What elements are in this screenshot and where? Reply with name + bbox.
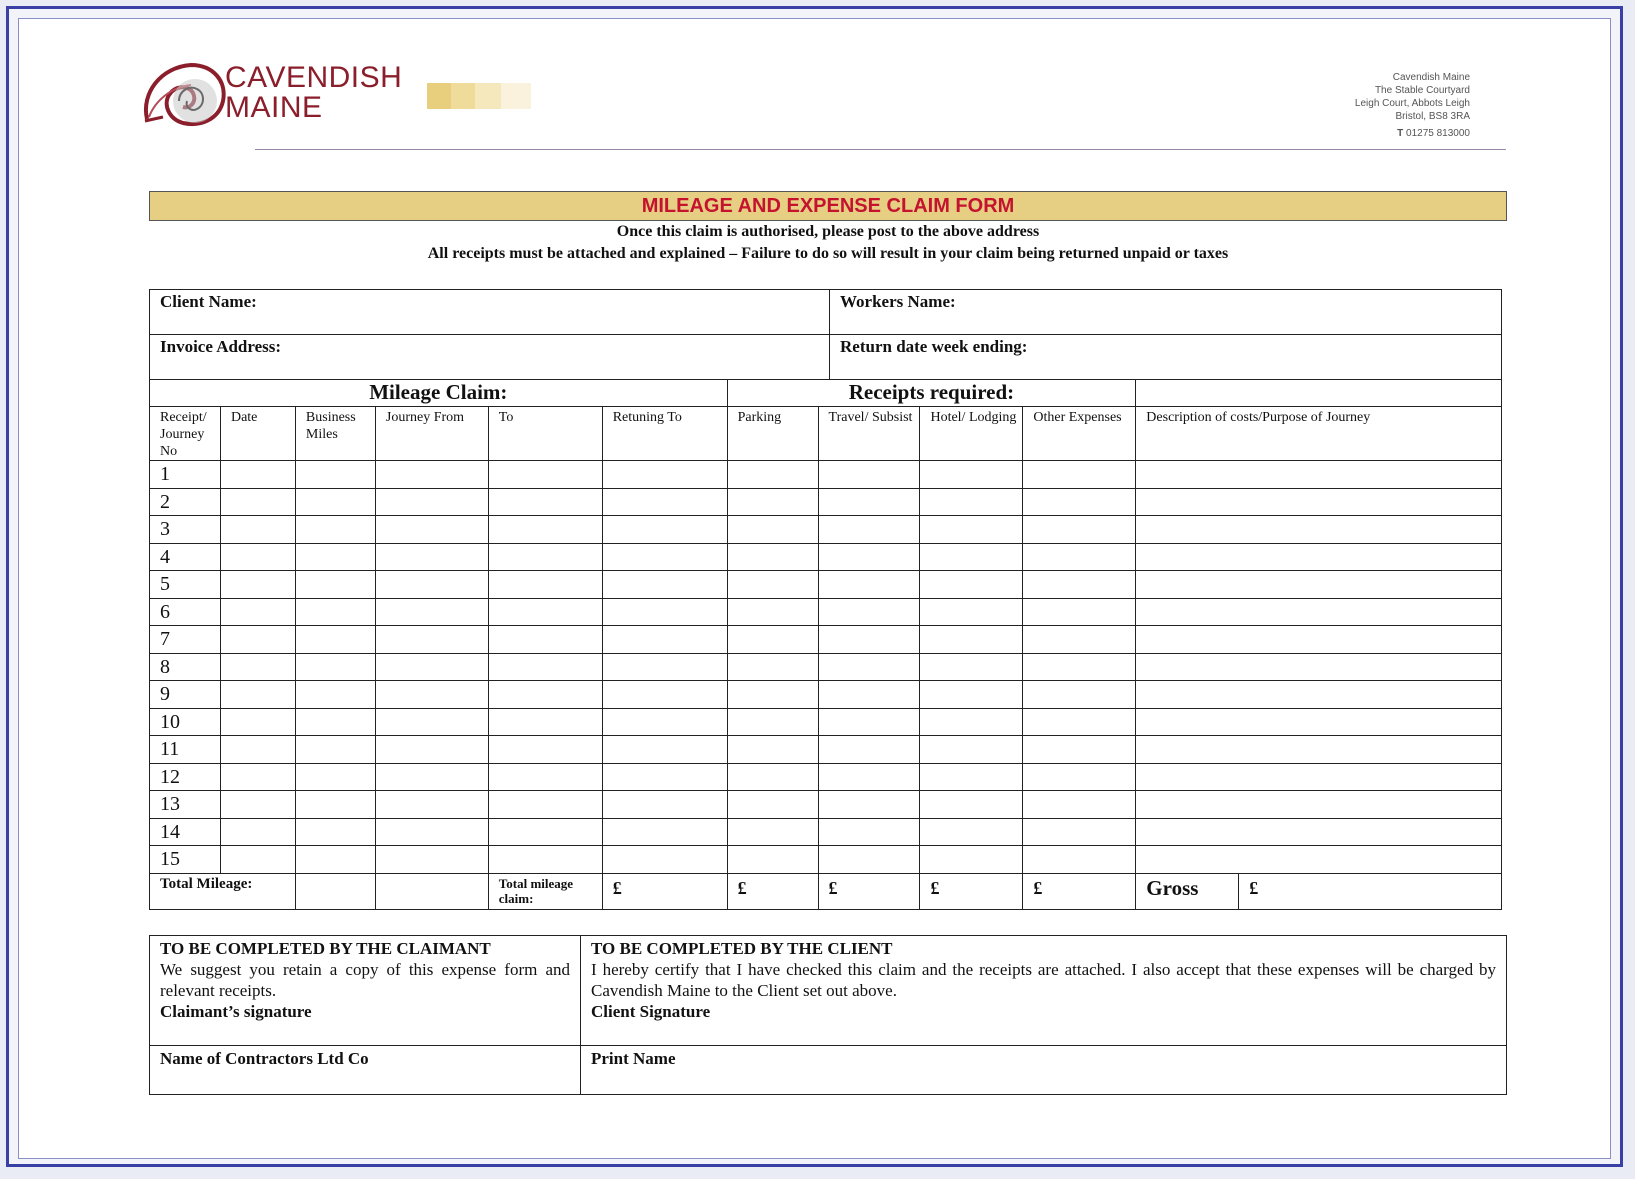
- table-row: [150, 543, 1502, 571]
- cell-business-miles[interactable]: [295, 791, 375, 819]
- col-journey-from: Journey From: [375, 407, 488, 461]
- cell-journey-from[interactable]: [375, 571, 488, 599]
- cell-description[interactable]: [1136, 763, 1502, 791]
- cell-journey-from[interactable]: [375, 763, 488, 791]
- cell-other[interactable]: [1023, 516, 1136, 544]
- row-number: 6: [150, 598, 221, 626]
- cell-business-miles[interactable]: [295, 763, 375, 791]
- cell-journey-from[interactable]: [375, 791, 488, 819]
- cell-returning-to[interactable]: [602, 626, 727, 654]
- cell-description[interactable]: [1136, 543, 1502, 571]
- company-name-line2: MAINE: [225, 91, 323, 124]
- cell-date[interactable]: [220, 461, 295, 489]
- cell-parking[interactable]: [727, 516, 818, 544]
- cell-journey-from[interactable]: [375, 543, 488, 571]
- cell-description[interactable]: [1136, 681, 1502, 709]
- cell-journey-from[interactable]: [375, 461, 488, 489]
- cell-parking[interactable]: [727, 653, 818, 681]
- cell-returning-to[interactable]: [602, 708, 727, 736]
- cell-travel[interactable]: [818, 681, 920, 709]
- cell-returning-to[interactable]: [602, 461, 727, 489]
- form-page: [18, 18, 1611, 1159]
- cell-to[interactable]: [488, 626, 602, 654]
- row-number: 13: [150, 791, 221, 819]
- claimant-signature-label[interactable]: Claimant’s signature: [160, 1002, 312, 1021]
- cell-to[interactable]: [488, 818, 602, 846]
- row-number: 2: [150, 488, 221, 516]
- cell-hotel[interactable]: [920, 736, 1023, 764]
- row-number: 14: [150, 818, 221, 846]
- cell-travel[interactable]: [818, 708, 920, 736]
- cell-travel[interactable]: [818, 791, 920, 819]
- cell-journey-from[interactable]: [375, 653, 488, 681]
- cell-parking[interactable]: [727, 736, 818, 764]
- cell-parking[interactable]: [727, 626, 818, 654]
- cell-other[interactable]: [1023, 791, 1136, 819]
- row-number: 10: [150, 708, 221, 736]
- table-row: [150, 736, 1502, 764]
- cell-date[interactable]: [220, 543, 295, 571]
- table-row: [150, 846, 1502, 874]
- cell-returning-to[interactable]: [602, 681, 727, 709]
- header-rule: [255, 149, 1506, 150]
- cell-journey-from[interactable]: [375, 818, 488, 846]
- cell-hotel[interactable]: [920, 571, 1023, 599]
- address-line: Leigh Court, Abbots Leigh: [1354, 98, 1470, 109]
- address-line: Bristol, BS8 3RA: [1395, 111, 1470, 122]
- cell-hotel[interactable]: [920, 598, 1023, 626]
- cell-parking[interactable]: [727, 763, 818, 791]
- phone-number: 01275 813000: [1406, 128, 1470, 139]
- cell-hotel[interactable]: [920, 488, 1023, 516]
- cell-date[interactable]: [220, 488, 295, 516]
- cell-returning-to[interactable]: [602, 818, 727, 846]
- table-row: [150, 791, 1502, 819]
- row-number: 9: [150, 681, 221, 709]
- company-phone: [1355, 127, 1470, 140]
- cell-other[interactable]: [1023, 626, 1136, 654]
- nautilus-shell-logo-icon: [139, 57, 229, 129]
- cell-business-miles[interactable]: [295, 681, 375, 709]
- company-address: [1355, 71, 1470, 140]
- cell-travel[interactable]: [818, 543, 920, 571]
- col-receipt-no: Receipt/ Journey No: [150, 407, 221, 461]
- table-row: [150, 461, 1502, 489]
- cell-description[interactable]: [1136, 708, 1502, 736]
- cell-other[interactable]: [1023, 598, 1136, 626]
- cell-journey-from[interactable]: [375, 626, 488, 654]
- col-hotel: Hotel/ Lodging: [920, 407, 1023, 461]
- table-row: [150, 763, 1502, 791]
- cell-parking[interactable]: [727, 818, 818, 846]
- total-mileage-claim-label: Total mileage claim:: [488, 873, 602, 909]
- cell-parking[interactable]: [727, 846, 818, 874]
- workers-name-label: Workers Name:: [840, 292, 956, 311]
- cell-other[interactable]: [1023, 571, 1136, 599]
- client-signature-label[interactable]: Client Signature: [591, 1002, 711, 1021]
- client-text: I hereby certify that I have checked this claim and the receipts are attached. I also accept that these expenses will be charged by Cavendish Maine to the Client set out above.: [591, 960, 1496, 1000]
- cell-hotel[interactable]: [920, 461, 1023, 489]
- col-other: Other Expenses: [1023, 407, 1136, 461]
- col-travel: Travel/ Subsist: [818, 407, 920, 461]
- cell-returning-to[interactable]: [602, 543, 727, 571]
- table-row: [150, 516, 1502, 544]
- row-number: 5: [150, 571, 221, 599]
- logo-color-band: [475, 83, 501, 109]
- col-description: Description of costs/Purpose of Journey: [1136, 407, 1502, 461]
- cell-journey-from[interactable]: [375, 846, 488, 874]
- client-name-label: Client Name:: [160, 292, 257, 311]
- logo-color-band: [501, 83, 531, 109]
- cell-date[interactable]: [220, 653, 295, 681]
- form-subtitle-2: All receipts must be attached and explained – Failure to do so will result in your claim being returned unpaid or taxes: [427, 245, 1229, 262]
- cell-other[interactable]: [1023, 708, 1136, 736]
- table-row: [150, 571, 1502, 599]
- cell-business-miles[interactable]: [295, 571, 375, 599]
- cell-business-miles[interactable]: [295, 543, 375, 571]
- cell-journey-from[interactable]: [375, 736, 488, 764]
- cell-returning-to[interactable]: [602, 571, 727, 599]
- cell-to[interactable]: [488, 461, 602, 489]
- cell-date[interactable]: [220, 598, 295, 626]
- cell-parking[interactable]: [727, 488, 818, 516]
- cell-date[interactable]: [220, 736, 295, 764]
- invoice-address-label: Invoice Address:: [160, 337, 282, 356]
- cell-travel[interactable]: [818, 763, 920, 791]
- total-mileage-cell[interactable]: [295, 873, 375, 909]
- cell-parking[interactable]: [727, 571, 818, 599]
- cell-other[interactable]: [1023, 736, 1136, 764]
- cell-journey-from[interactable]: [375, 516, 488, 544]
- cell-journey-from[interactable]: [375, 708, 488, 736]
- cell-other[interactable]: [1023, 846, 1136, 874]
- cell-to[interactable]: [488, 846, 602, 874]
- form-title: MILEAGE AND EXPENSE CLAIM FORM: [149, 191, 1507, 221]
- company-name-line1: CAVENDISH: [225, 61, 403, 94]
- cell-travel[interactable]: [818, 846, 920, 874]
- row-number: 7: [150, 626, 221, 654]
- cell-to[interactable]: [488, 708, 602, 736]
- cell-date[interactable]: [220, 791, 295, 819]
- cell-returning-to[interactable]: [602, 653, 727, 681]
- total-mileage-label: Total Mileage:: [150, 873, 296, 909]
- cell-other[interactable]: [1023, 653, 1136, 681]
- table-row: [150, 626, 1502, 654]
- logo-color-band: [451, 83, 475, 109]
- cell-date[interactable]: [220, 681, 295, 709]
- cell-description[interactable]: [1136, 488, 1502, 516]
- cell-description[interactable]: [1136, 653, 1502, 681]
- cell-to[interactable]: [488, 736, 602, 764]
- cell-travel[interactable]: [818, 461, 920, 489]
- invoice-address-field[interactable]: [150, 335, 830, 380]
- signature-table: [149, 935, 1507, 1095]
- cell-hotel[interactable]: [920, 818, 1023, 846]
- cell-other[interactable]: [1023, 681, 1136, 709]
- workers-name-field[interactable]: [830, 290, 1502, 335]
- total-hotel-amount[interactable]: £: [920, 873, 1023, 909]
- cell-travel[interactable]: [818, 818, 920, 846]
- row-number: 15: [150, 846, 221, 874]
- cell-description[interactable]: [1136, 791, 1502, 819]
- cell-other[interactable]: [1023, 818, 1136, 846]
- cell-returning-to[interactable]: [602, 736, 727, 764]
- contractors-label: Name of Contractors Ltd Co: [160, 1049, 369, 1068]
- gross-label: Gross: [1136, 873, 1239, 909]
- table-row: [150, 818, 1502, 846]
- cell-date[interactable]: [220, 763, 295, 791]
- cell-parking[interactable]: [727, 598, 818, 626]
- mileage-claim-heading: Mileage Claim:: [150, 380, 728, 407]
- cell-parking[interactable]: [727, 543, 818, 571]
- cell-business-miles[interactable]: [295, 818, 375, 846]
- cell-other[interactable]: [1023, 488, 1136, 516]
- cell-description[interactable]: [1136, 846, 1502, 874]
- cell-business-miles[interactable]: [295, 846, 375, 874]
- claimant-text: We suggest you retain a copy of this expense form and relevant receipts.: [160, 960, 570, 1000]
- cell-parking[interactable]: [727, 681, 818, 709]
- cell-to[interactable]: [488, 543, 602, 571]
- logo-color-band: [427, 83, 451, 109]
- table-row: [150, 708, 1502, 736]
- cell-returning-to[interactable]: [602, 846, 727, 874]
- total-parking-amount[interactable]: £: [727, 873, 818, 909]
- client-info-table: [149, 289, 1502, 380]
- cell-business-miles[interactable]: [295, 598, 375, 626]
- cell-other[interactable]: [1023, 763, 1136, 791]
- row-number: 1: [150, 461, 221, 489]
- form-subtitle-1: Once this claim is authorised, please post to the above address: [616, 223, 1040, 240]
- return-date-label: Return date week ending:: [840, 337, 1028, 356]
- cell-parking[interactable]: [727, 791, 818, 819]
- cell-hotel[interactable]: [920, 653, 1023, 681]
- cell-date[interactable]: [220, 708, 295, 736]
- cell-hotel[interactable]: [920, 543, 1023, 571]
- table-row: [150, 488, 1502, 516]
- cell-description[interactable]: [1136, 571, 1502, 599]
- cell-other[interactable]: [1023, 543, 1136, 571]
- cell-business-miles[interactable]: [295, 488, 375, 516]
- cell-journey-from[interactable]: [375, 598, 488, 626]
- cell-date[interactable]: [220, 516, 295, 544]
- cell-hotel[interactable]: [920, 763, 1023, 791]
- phone-prefix: T: [1397, 128, 1404, 139]
- cell-returning-to[interactable]: [602, 598, 727, 626]
- cell-date[interactable]: [220, 846, 295, 874]
- cell-hotel[interactable]: [920, 516, 1023, 544]
- cell-date[interactable]: [220, 626, 295, 654]
- cell-date[interactable]: [220, 818, 295, 846]
- row-number: 12: [150, 763, 221, 791]
- table-row: [150, 598, 1502, 626]
- cell-description[interactable]: [1136, 736, 1502, 764]
- cell-to[interactable]: [488, 571, 602, 599]
- cell-business-miles[interactable]: [295, 461, 375, 489]
- cell-travel[interactable]: [818, 653, 920, 681]
- cell-to[interactable]: [488, 791, 602, 819]
- row-number: 11: [150, 736, 221, 764]
- cell-business-miles[interactable]: [295, 736, 375, 764]
- cell-returning-to[interactable]: [602, 516, 727, 544]
- cell-hotel[interactable]: [920, 626, 1023, 654]
- client-title: TO BE COMPLETED BY THE CLIENT: [591, 939, 893, 958]
- row-number: 4: [150, 543, 221, 571]
- cell-travel[interactable]: [818, 598, 920, 626]
- claimant-section: [150, 936, 581, 1046]
- table-row: [150, 681, 1502, 709]
- cell-description[interactable]: [1136, 818, 1502, 846]
- address-line: The Stable Courtyard: [1374, 85, 1470, 96]
- cell-description[interactable]: [1136, 626, 1502, 654]
- cell-returning-to[interactable]: [602, 488, 727, 516]
- cell-to[interactable]: [488, 763, 602, 791]
- table-row: [150, 653, 1502, 681]
- cell-travel[interactable]: [818, 736, 920, 764]
- cell-description[interactable]: [1136, 461, 1502, 489]
- cell-business-miles[interactable]: [295, 516, 375, 544]
- row-number: 3: [150, 516, 221, 544]
- col-to: To: [488, 407, 602, 461]
- total-other-amount[interactable]: £: [1023, 873, 1136, 909]
- cell-parking[interactable]: [727, 461, 818, 489]
- contractors-field[interactable]: [150, 1046, 581, 1095]
- gross-amount[interactable]: £: [1239, 873, 1502, 909]
- cell-hotel[interactable]: [920, 846, 1023, 874]
- print-name-label: Print Name: [591, 1049, 676, 1068]
- address-line: Cavendish Maine: [1392, 72, 1470, 83]
- cell-travel[interactable]: [818, 488, 920, 516]
- col-business-miles: Business Miles: [295, 407, 375, 461]
- return-date-field[interactable]: [830, 335, 1502, 380]
- cell-to[interactable]: [488, 681, 602, 709]
- cell-other[interactable]: [1023, 461, 1136, 489]
- col-date: Date: [220, 407, 295, 461]
- cell-to[interactable]: [488, 488, 602, 516]
- cell-description[interactable]: [1136, 516, 1502, 544]
- cell-hotel[interactable]: [920, 791, 1023, 819]
- col-parking: Parking: [727, 407, 818, 461]
- cell-parking[interactable]: [727, 708, 818, 736]
- cell-to[interactable]: [488, 653, 602, 681]
- col-returning-to: Retuning To: [602, 407, 727, 461]
- cell-travel[interactable]: [818, 516, 920, 544]
- claim-table: [149, 379, 1502, 910]
- cell-business-miles[interactable]: [295, 626, 375, 654]
- total-travel-amount[interactable]: £: [818, 873, 920, 909]
- cell-journey-from[interactable]: [375, 681, 488, 709]
- cell-hotel[interactable]: [920, 681, 1023, 709]
- cell-travel[interactable]: [818, 571, 920, 599]
- cell-business-miles[interactable]: [295, 653, 375, 681]
- cell-description[interactable]: [1136, 598, 1502, 626]
- cell-business-miles[interactable]: [295, 708, 375, 736]
- cell-to[interactable]: [488, 598, 602, 626]
- row-number: 8: [150, 653, 221, 681]
- cell-travel[interactable]: [818, 626, 920, 654]
- print-name-field[interactable]: [581, 1046, 1507, 1095]
- claimant-title: TO BE COMPLETED BY THE CLAIMANT: [160, 939, 491, 958]
- receipts-required-heading: Receipts required:: [727, 380, 1136, 407]
- cell-to[interactable]: [488, 516, 602, 544]
- client-name-field[interactable]: [150, 290, 830, 335]
- cell-journey-from[interactable]: [375, 488, 488, 516]
- cell-returning-to[interactable]: [602, 763, 727, 791]
- description-heading-blank: [1136, 380, 1502, 407]
- cell-hotel[interactable]: [920, 708, 1023, 736]
- cell-returning-to[interactable]: [602, 791, 727, 819]
- total-blank-cell: [375, 873, 488, 909]
- client-section: [581, 936, 1507, 1046]
- total-claim-amount[interactable]: £: [602, 873, 727, 909]
- cell-date[interactable]: [220, 571, 295, 599]
